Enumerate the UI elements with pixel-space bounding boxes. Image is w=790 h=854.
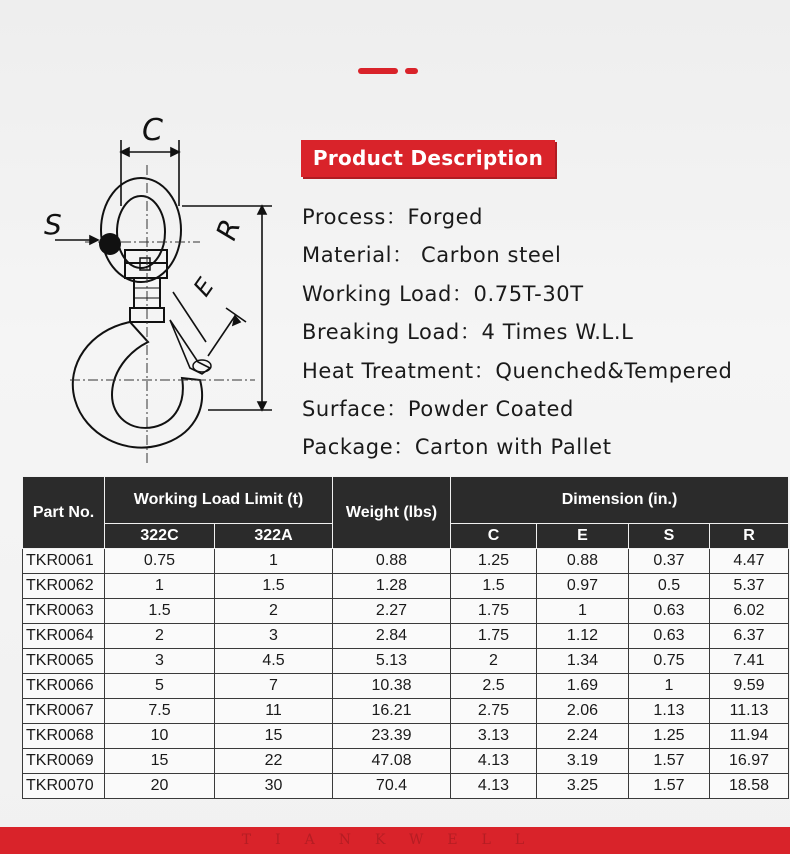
cell: 7.5 — [105, 699, 215, 724]
cell: 1.13 — [629, 699, 710, 724]
cell: 11.94 — [710, 724, 789, 749]
cell: 1.75 — [451, 599, 537, 624]
cell: 0.75 — [629, 649, 710, 674]
cell: 1.57 — [629, 774, 710, 799]
table-row — [23, 574, 789, 599]
cell: 3 — [105, 649, 215, 674]
spec-separator: ： — [392, 243, 414, 268]
spec-heat-treatment — [302, 352, 732, 390]
spec-value: 0.75T-30T — [473, 281, 584, 306]
cell: 1 — [629, 674, 710, 699]
cell: 2.84 — [333, 624, 451, 649]
spec-value: 4 Times W.L.L — [481, 320, 634, 345]
cell: 30 — [215, 774, 333, 799]
cell: 0.88 — [333, 549, 451, 574]
cell: 5.37 — [710, 574, 789, 599]
spec-material — [302, 236, 732, 274]
cell-part-no: TKR0061 — [23, 549, 105, 574]
header-s: S — [629, 524, 710, 549]
spec-key: Process — [302, 205, 386, 229]
cell: 0.63 — [629, 624, 710, 649]
spec-key: Working Load — [302, 281, 452, 306]
product-description-banner: Product Description — [301, 140, 555, 177]
spec-value: Quenched&Tempered — [495, 358, 733, 383]
table-row — [23, 724, 789, 749]
header-c: C — [451, 524, 537, 549]
cell: 1.5 — [105, 599, 215, 624]
table-row — [23, 624, 789, 649]
cell: 1.57 — [629, 749, 710, 774]
cell: 4.13 — [451, 749, 537, 774]
cell: 2 — [105, 624, 215, 649]
cell: 1.12 — [537, 624, 629, 649]
header-dimension: Dimension (in.) — [451, 477, 789, 524]
spec-table — [22, 476, 789, 799]
cell: 1.75 — [451, 624, 537, 649]
cell: 6.37 — [710, 624, 789, 649]
dim-s-marker — [99, 233, 121, 255]
cell: 1 — [105, 574, 215, 599]
header-weight: Weight (lbs) — [333, 477, 451, 549]
spec-separator: ： — [385, 205, 408, 229]
cell: 15 — [215, 724, 333, 749]
spec-separator: ： — [393, 435, 415, 460]
header-part-no: Part No. — [23, 477, 105, 549]
cell: 2.75 — [451, 699, 537, 724]
header-322a: 322A — [215, 524, 333, 549]
spec-value: Carbon steel — [413, 243, 562, 268]
spec-value: Powder Coated — [407, 396, 574, 421]
cell: 11.13 — [710, 699, 789, 724]
cell: 16.21 — [333, 699, 451, 724]
spec-process — [302, 198, 732, 236]
cell: 23.39 — [333, 724, 451, 749]
hook-body — [73, 322, 202, 448]
cell: 0.75 — [105, 549, 215, 574]
cell: 70.4 — [333, 774, 451, 799]
cell: 7 — [215, 674, 333, 699]
spec-key: Package — [302, 435, 394, 460]
cell: 1 — [215, 549, 333, 574]
cell-part-no: TKR0064 — [23, 624, 105, 649]
spec-separator: ： — [386, 396, 408, 421]
cell: 47.08 — [333, 749, 451, 774]
cell-part-no: TKR0063 — [23, 599, 105, 624]
footer-bar — [0, 827, 790, 854]
cell-part-no: TKR0070 — [23, 774, 105, 799]
cell: 0.97 — [537, 574, 629, 599]
cell: 1 — [537, 599, 629, 624]
cell: 18.58 — [710, 774, 789, 799]
spec-key: Breaking Load — [302, 320, 460, 345]
hook-eye-outer — [101, 178, 181, 282]
swivel-hook-diagram — [30, 110, 290, 465]
spec-value: Carton with Pallet — [414, 435, 612, 460]
cell: 5 — [105, 674, 215, 699]
table-row — [23, 599, 789, 624]
dim-label-r: R — [209, 214, 248, 245]
cell-part-no: TKR0069 — [23, 749, 105, 774]
dim-label-e: E — [187, 272, 220, 302]
spec-key: Heat Treatment — [302, 358, 474, 383]
cell: 4.47 — [710, 549, 789, 574]
header-r: R — [710, 524, 789, 549]
cell: 1.25 — [451, 549, 537, 574]
cell: 10.38 — [333, 674, 451, 699]
cell: 4.13 — [451, 774, 537, 799]
cell-part-no: TKR0066 — [23, 674, 105, 699]
decor-dash-long — [358, 68, 398, 74]
cell: 3 — [215, 624, 333, 649]
cell: 5.13 — [333, 649, 451, 674]
cell-part-no: TKR0067 — [23, 699, 105, 724]
dim-label-s: S — [44, 208, 62, 241]
spec-separator: ： — [473, 358, 496, 383]
cell: 1.28 — [333, 574, 451, 599]
cell: 2.06 — [537, 699, 629, 724]
cell: 3.13 — [451, 724, 537, 749]
spec-separator: ： — [451, 281, 474, 306]
cell: 2.5 — [451, 674, 537, 699]
cell-part-no: TKR0068 — [23, 724, 105, 749]
cell: 22 — [215, 749, 333, 774]
cell: 1.69 — [537, 674, 629, 699]
cell: 20 — [105, 774, 215, 799]
cell: 1.25 — [629, 724, 710, 749]
cell: 0.37 — [629, 549, 710, 574]
cell: 15 — [105, 749, 215, 774]
cell-part-no: TKR0062 — [23, 574, 105, 599]
spec-breaking-load — [302, 313, 732, 351]
spec-package — [302, 428, 732, 466]
spec-key: Surface — [302, 396, 387, 421]
header-wll: Working Load Limit (t) — [105, 477, 333, 524]
cell: 0.88 — [537, 549, 629, 574]
spec-surface — [302, 390, 732, 428]
cell: 1.5 — [215, 574, 333, 599]
cell: 1.5 — [451, 574, 537, 599]
cell: 0.63 — [629, 599, 710, 624]
decor-dash-short — [405, 68, 418, 74]
spec-key: Material — [302, 243, 393, 268]
spec-value: Forged — [407, 205, 484, 229]
cell: 0.5 — [629, 574, 710, 599]
table-row — [23, 649, 789, 674]
table-row — [23, 549, 789, 574]
footer-watermark: TIANKWELL — [241, 832, 549, 848]
table-row — [23, 749, 789, 774]
cell: 2 — [451, 649, 537, 674]
cell: 7.41 — [710, 649, 789, 674]
table-row — [23, 774, 789, 799]
table-row — [23, 699, 789, 724]
cell: 2.24 — [537, 724, 629, 749]
cell: 9.59 — [710, 674, 789, 699]
cell: 6.02 — [710, 599, 789, 624]
dim-label-c: C — [142, 113, 163, 148]
cell: 1.34 — [537, 649, 629, 674]
cell: 3.19 — [537, 749, 629, 774]
header-e: E — [537, 524, 629, 549]
cell: 3.25 — [537, 774, 629, 799]
cell: 2 — [215, 599, 333, 624]
header-322c: 322C — [105, 524, 215, 549]
spec-list — [302, 198, 732, 467]
cell: 11 — [215, 699, 333, 724]
cell-part-no: TKR0065 — [23, 649, 105, 674]
cell: 4.5 — [215, 649, 333, 674]
cell: 10 — [105, 724, 215, 749]
cell: 2.27 — [333, 599, 451, 624]
cell: 16.97 — [710, 749, 789, 774]
spec-separator: ： — [459, 320, 482, 345]
hook-latch — [170, 320, 210, 374]
spec-working-load — [302, 275, 732, 313]
table-row — [23, 674, 789, 699]
